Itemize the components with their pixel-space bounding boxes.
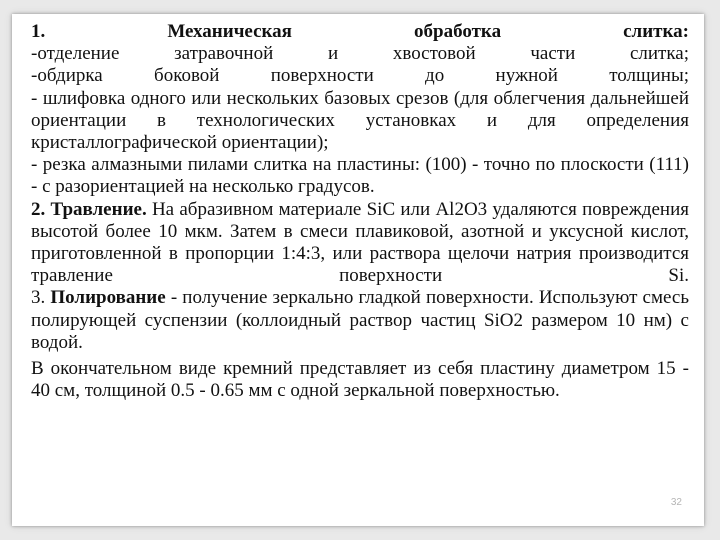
section-2-paragraph <box>31 199 689 288</box>
page-number: 32 <box>670 497 682 508</box>
section-2-title: 2. Травление. <box>31 198 147 220</box>
section-1-item-4: - резка алмазными пилами слитка на пластины: (100) - точно по плоскости (111) - с разориентацией на несколько градусов. <box>31 154 689 198</box>
section-2-text: На абразивном материале SiC или Al2O3 удаляются повреждения высотой более 10 мкм. Затем в смеси плавиковой, азотной и уксусной кислот, приготовленной в пропорции 1:4:3, или раствора щелочи натрия производится травление поверхности Si. <box>31 198 689 287</box>
conclusion-paragraph: В окончательном виде кремний представляет из себя пластину диаметром 15 - 40 см, толщиной 0.5 - 0.65 мм с одной зеркальной поверхностью. <box>31 358 689 402</box>
slide-body <box>31 21 689 402</box>
section-3-text: - получение зеркально гладкой поверхности. Используют смесь полирующей суспензии (коллоидный раствор частиц SiO2 размером 10 нм) с водой. <box>31 287 689 353</box>
section-3-paragraph <box>31 287 689 354</box>
slide <box>12 14 704 526</box>
section-1-item-1: -отделение затравочной и хвостовой части слитка; <box>31 43 689 65</box>
section-1-heading <box>31 21 689 43</box>
section-1-item-3: - шлифовка одного или нескольких базовых срезов (для облегчения дальнейшей ориентации в технологических установках и для определения кристаллографической ориентации); <box>31 87 689 154</box>
section-1-title: 1. Механическая обработка слитка: <box>31 21 689 42</box>
section-3-title: Полирование <box>50 287 166 309</box>
section-1-item-2: -обдирка боковой поверхности до нужной толщины; <box>31 65 689 87</box>
section-3-number: 3. <box>31 287 51 309</box>
